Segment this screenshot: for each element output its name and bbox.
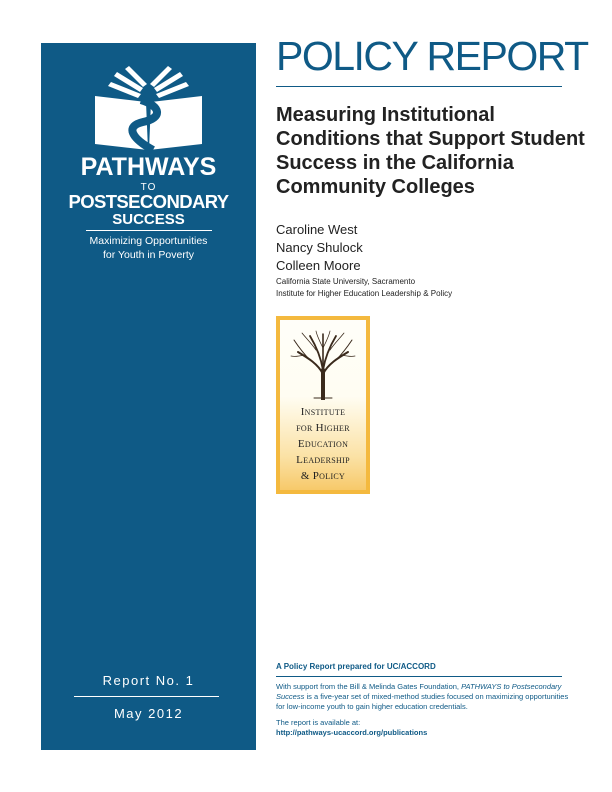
tagline-line-1: Maximizing Opportunities — [89, 235, 208, 247]
institute-logo — [276, 316, 370, 494]
book-road-logo-icon — [91, 66, 206, 151]
institute-name — [280, 404, 366, 484]
author-name: Nancy Shulock — [276, 240, 363, 255]
affiliation-line-1: California State University, Sacramento — [276, 277, 416, 286]
report-date: May 2012 — [113, 706, 184, 721]
title-line: Community Colleges — [276, 176, 475, 198]
pathways-success: SUCCESS — [112, 211, 185, 228]
author-name: Caroline West — [276, 222, 358, 237]
prepared-for-note: A Policy Report prepared for UC/ACCORD — [276, 662, 436, 671]
affiliation-line-2: Institute for Higher Education Leadership & Policy — [276, 289, 453, 298]
report-number: Report No. 1 — [102, 673, 195, 688]
pathways-to: TO — [140, 182, 157, 193]
pathways-postsecondary: POSTSECONDARY — [68, 191, 229, 212]
logo-divider — [86, 230, 212, 231]
heading-divider — [276, 86, 562, 87]
document-title — [276, 103, 585, 199]
tree-icon — [290, 330, 356, 400]
author-list — [276, 221, 363, 275]
institute-logo-panel — [280, 320, 366, 490]
support-italic: Success — [276, 692, 305, 701]
support-text: for low-income youth to gain higher education credentials. — [276, 702, 468, 711]
pathways-title: PATHWAYS — [80, 153, 217, 181]
support-statement — [276, 682, 576, 712]
footer-divider — [276, 676, 562, 677]
support-text: is a five-year set of mixed-method studies focused on maximizing opportunities — [304, 692, 569, 701]
title-line: Success in the California — [276, 152, 514, 174]
sidebar-panel — [41, 43, 256, 750]
title-line: Measuring Institutional — [276, 104, 495, 126]
institute-line: Leadership — [296, 454, 350, 466]
tagline-line-2: for Youth in Poverty — [102, 249, 195, 261]
support-text: With support from the Bill & Melinda Gates Foundation, — [276, 682, 462, 691]
institute-line: Institute — [300, 406, 346, 418]
support-italic: PATHWAYS to Postsecondary — [461, 682, 562, 691]
institute-line: Education — [297, 438, 349, 450]
publications-link[interactable]: http://pathways-ucaccord.org/publications — [276, 728, 428, 737]
institute-line: for Higher — [296, 422, 350, 434]
title-line: Conditions that Support Student — [276, 128, 585, 150]
institute-line: & Policy — [300, 470, 346, 482]
author-name: Colleen Moore — [276, 258, 361, 273]
affiliation — [276, 276, 452, 300]
availability-label: The report is available at: — [276, 718, 361, 727]
report-divider — [74, 696, 219, 697]
policy-report-heading: POLICY REPORT — [276, 33, 588, 79]
